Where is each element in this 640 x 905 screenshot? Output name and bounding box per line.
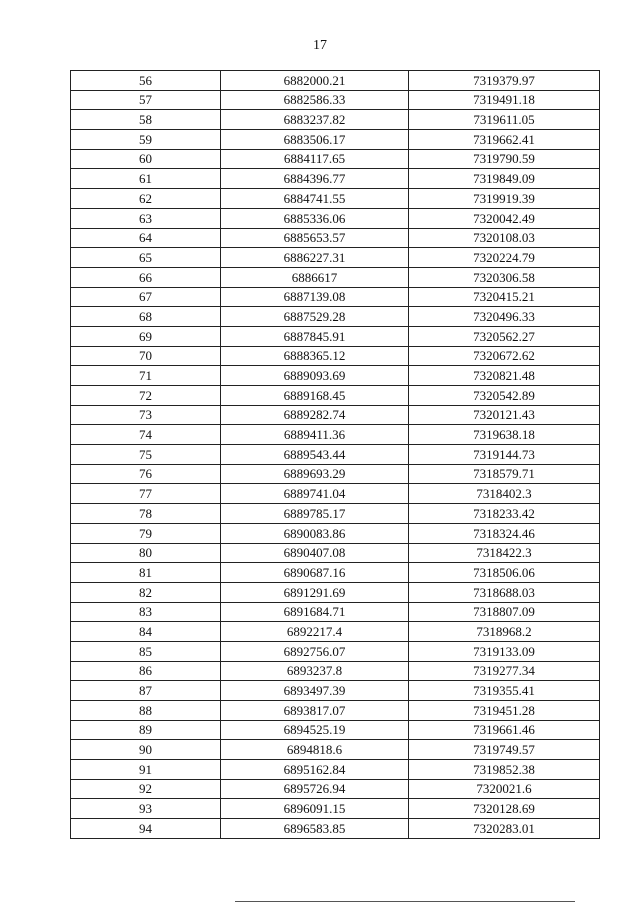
- y-coordinate-cell: 7319144.73: [409, 445, 600, 465]
- table-row: [71, 267, 600, 287]
- point-number-cell: 87: [71, 681, 221, 701]
- y-coordinate-cell: 7318968.2: [409, 622, 600, 642]
- point-number-cell: 81: [71, 563, 221, 583]
- table-row: [71, 523, 600, 543]
- x-coordinate-cell: 6889093.69: [221, 366, 409, 386]
- point-number-cell: 62: [71, 189, 221, 209]
- x-coordinate-cell: 6889693.29: [221, 464, 409, 484]
- table-row: [71, 208, 600, 228]
- y-coordinate-cell: 7320562.27: [409, 326, 600, 346]
- y-coordinate-cell: 7320496.33: [409, 307, 600, 327]
- x-coordinate-cell: 6890407.08: [221, 543, 409, 563]
- y-coordinate-cell: 7320306.58: [409, 267, 600, 287]
- table-row: [71, 366, 600, 386]
- point-number-cell: 71: [71, 366, 221, 386]
- point-number-cell: 82: [71, 582, 221, 602]
- x-coordinate-cell: 6887845.91: [221, 326, 409, 346]
- table-row: [71, 130, 600, 150]
- point-number-cell: 76: [71, 464, 221, 484]
- x-coordinate-cell: 6892217.4: [221, 622, 409, 642]
- x-coordinate-cell: 6891684.71: [221, 602, 409, 622]
- y-coordinate-cell: 7319133.09: [409, 641, 600, 661]
- point-number-cell: 84: [71, 622, 221, 642]
- x-coordinate-cell: 6890687.16: [221, 563, 409, 583]
- point-number-cell: 68: [71, 307, 221, 327]
- table-row: [71, 641, 600, 661]
- x-coordinate-cell: 6894818.6: [221, 740, 409, 760]
- table-row: [71, 228, 600, 248]
- y-coordinate-cell: 7320042.49: [409, 208, 600, 228]
- y-coordinate-cell: 7319849.09: [409, 169, 600, 189]
- table-row: [71, 504, 600, 524]
- y-coordinate-cell: 7319611.05: [409, 110, 600, 130]
- x-coordinate-cell: 6885336.06: [221, 208, 409, 228]
- point-number-cell: 72: [71, 386, 221, 406]
- x-coordinate-cell: 6882000.21: [221, 71, 409, 91]
- point-number-cell: 65: [71, 248, 221, 268]
- point-number-cell: 64: [71, 228, 221, 248]
- table-row: [71, 189, 600, 209]
- y-coordinate-cell: 7320121.43: [409, 405, 600, 425]
- y-coordinate-cell: 7319355.41: [409, 681, 600, 701]
- point-number-cell: 94: [71, 819, 221, 839]
- y-coordinate-cell: 7319749.57: [409, 740, 600, 760]
- x-coordinate-cell: 6886227.31: [221, 248, 409, 268]
- x-coordinate-cell: 6896583.85: [221, 819, 409, 839]
- table-row: [71, 71, 600, 91]
- point-number-cell: 77: [71, 484, 221, 504]
- x-coordinate-cell: 6886617: [221, 267, 409, 287]
- x-coordinate-cell: 6883237.82: [221, 110, 409, 130]
- point-number-cell: 78: [71, 504, 221, 524]
- y-coordinate-cell: 7320021.6: [409, 779, 600, 799]
- x-coordinate-cell: 6893817.07: [221, 701, 409, 721]
- x-coordinate-cell: 6889411.36: [221, 425, 409, 445]
- y-coordinate-cell: 7320672.62: [409, 346, 600, 366]
- y-coordinate-cell: 7319790.59: [409, 149, 600, 169]
- x-coordinate-cell: 6895726.94: [221, 779, 409, 799]
- y-coordinate-cell: 7318324.46: [409, 523, 600, 543]
- x-coordinate-cell: 6889168.45: [221, 386, 409, 406]
- y-coordinate-cell: 7320128.69: [409, 799, 600, 819]
- point-number-cell: 66: [71, 267, 221, 287]
- table-row: [71, 484, 600, 504]
- y-coordinate-cell: 7318506.06: [409, 563, 600, 583]
- y-coordinate-cell: 7320542.89: [409, 386, 600, 406]
- point-number-cell: 57: [71, 90, 221, 110]
- x-coordinate-cell: 6889282.74: [221, 405, 409, 425]
- page-edge-line: [235, 901, 575, 902]
- table-row: [71, 425, 600, 445]
- table-row: [71, 110, 600, 130]
- point-number-cell: 83: [71, 602, 221, 622]
- point-number-cell: 86: [71, 661, 221, 681]
- y-coordinate-cell: 7319852.38: [409, 760, 600, 780]
- x-coordinate-cell: 6884741.55: [221, 189, 409, 209]
- point-number-cell: 80: [71, 543, 221, 563]
- point-number-cell: 67: [71, 287, 221, 307]
- point-number-cell: 88: [71, 701, 221, 721]
- x-coordinate-cell: 6896091.15: [221, 799, 409, 819]
- x-coordinate-cell: 6893497.39: [221, 681, 409, 701]
- table-row: [71, 681, 600, 701]
- point-number-cell: 91: [71, 760, 221, 780]
- page-number: 17: [313, 38, 327, 53]
- y-coordinate-cell: 7319277.34: [409, 661, 600, 681]
- table-row: [71, 248, 600, 268]
- table-row: [71, 464, 600, 484]
- table-row: [71, 622, 600, 642]
- x-coordinate-cell: 6889543.44: [221, 445, 409, 465]
- point-number-cell: 85: [71, 641, 221, 661]
- x-coordinate-cell: 6887529.28: [221, 307, 409, 327]
- x-coordinate-cell: 6882586.33: [221, 90, 409, 110]
- x-coordinate-cell: 6894525.19: [221, 720, 409, 740]
- x-coordinate-cell: 6893237.8: [221, 661, 409, 681]
- y-coordinate-cell: 7318233.42: [409, 504, 600, 524]
- x-coordinate-cell: 6889741.04: [221, 484, 409, 504]
- y-coordinate-cell: 7320224.79: [409, 248, 600, 268]
- table-row: [71, 149, 600, 169]
- table-row: [71, 602, 600, 622]
- point-number-cell: 75: [71, 445, 221, 465]
- table-row: [71, 563, 600, 583]
- x-coordinate-cell: 6887139.08: [221, 287, 409, 307]
- point-number-cell: 79: [71, 523, 221, 543]
- y-coordinate-cell: 7319491.18: [409, 90, 600, 110]
- table-row: [71, 543, 600, 563]
- point-number-cell: 89: [71, 720, 221, 740]
- table-row: [71, 720, 600, 740]
- point-number-cell: 69: [71, 326, 221, 346]
- x-coordinate-cell: 6889785.17: [221, 504, 409, 524]
- point-number-cell: 74: [71, 425, 221, 445]
- table-row: [71, 307, 600, 327]
- point-number-cell: 60: [71, 149, 221, 169]
- table-row: [71, 386, 600, 406]
- x-coordinate-cell: 6891291.69: [221, 582, 409, 602]
- point-number-cell: 73: [71, 405, 221, 425]
- y-coordinate-cell: 7318402.3: [409, 484, 600, 504]
- coordinates-table: [70, 70, 600, 839]
- table-row: [71, 405, 600, 425]
- point-number-cell: 93: [71, 799, 221, 819]
- y-coordinate-cell: 7319638.18: [409, 425, 600, 445]
- table-row: [71, 760, 600, 780]
- point-number-cell: 61: [71, 169, 221, 189]
- table-row: [71, 287, 600, 307]
- x-coordinate-cell: 6883506.17: [221, 130, 409, 150]
- y-coordinate-cell: 7319451.28: [409, 701, 600, 721]
- y-coordinate-cell: 7320415.21: [409, 287, 600, 307]
- table-row: [71, 169, 600, 189]
- point-number-cell: 58: [71, 110, 221, 130]
- y-coordinate-cell: 7319379.97: [409, 71, 600, 91]
- y-coordinate-cell: 7319919.39: [409, 189, 600, 209]
- x-coordinate-cell: 6885653.57: [221, 228, 409, 248]
- coordinates-table-body: [71, 71, 600, 839]
- x-coordinate-cell: 6884396.77: [221, 169, 409, 189]
- point-number-cell: 63: [71, 208, 221, 228]
- y-coordinate-cell: 7319662.41: [409, 130, 600, 150]
- table-row: [71, 819, 600, 839]
- point-number-cell: 59: [71, 130, 221, 150]
- x-coordinate-cell: 6895162.84: [221, 760, 409, 780]
- y-coordinate-cell: 7320821.48: [409, 366, 600, 386]
- x-coordinate-cell: 6888365.12: [221, 346, 409, 366]
- table-row: [71, 326, 600, 346]
- y-coordinate-cell: 7318422.3: [409, 543, 600, 563]
- point-number-cell: 56: [71, 71, 221, 91]
- y-coordinate-cell: 7318579.71: [409, 464, 600, 484]
- table-row: [71, 799, 600, 819]
- y-coordinate-cell: 7318807.09: [409, 602, 600, 622]
- point-number-cell: 70: [71, 346, 221, 366]
- point-number-cell: 90: [71, 740, 221, 760]
- table-row: [71, 701, 600, 721]
- y-coordinate-cell: 7318688.03: [409, 582, 600, 602]
- table-row: [71, 346, 600, 366]
- x-coordinate-cell: 6892756.07: [221, 641, 409, 661]
- x-coordinate-cell: 6884117.65: [221, 149, 409, 169]
- x-coordinate-cell: 6890083.86: [221, 523, 409, 543]
- table-row: [71, 740, 600, 760]
- table-row: [71, 582, 600, 602]
- table-row: [71, 90, 600, 110]
- point-number-cell: 92: [71, 779, 221, 799]
- y-coordinate-cell: 7319661.46: [409, 720, 600, 740]
- table-row: [71, 779, 600, 799]
- table-row: [71, 661, 600, 681]
- y-coordinate-cell: 7320108.03: [409, 228, 600, 248]
- table-row: [71, 445, 600, 465]
- y-coordinate-cell: 7320283.01: [409, 819, 600, 839]
